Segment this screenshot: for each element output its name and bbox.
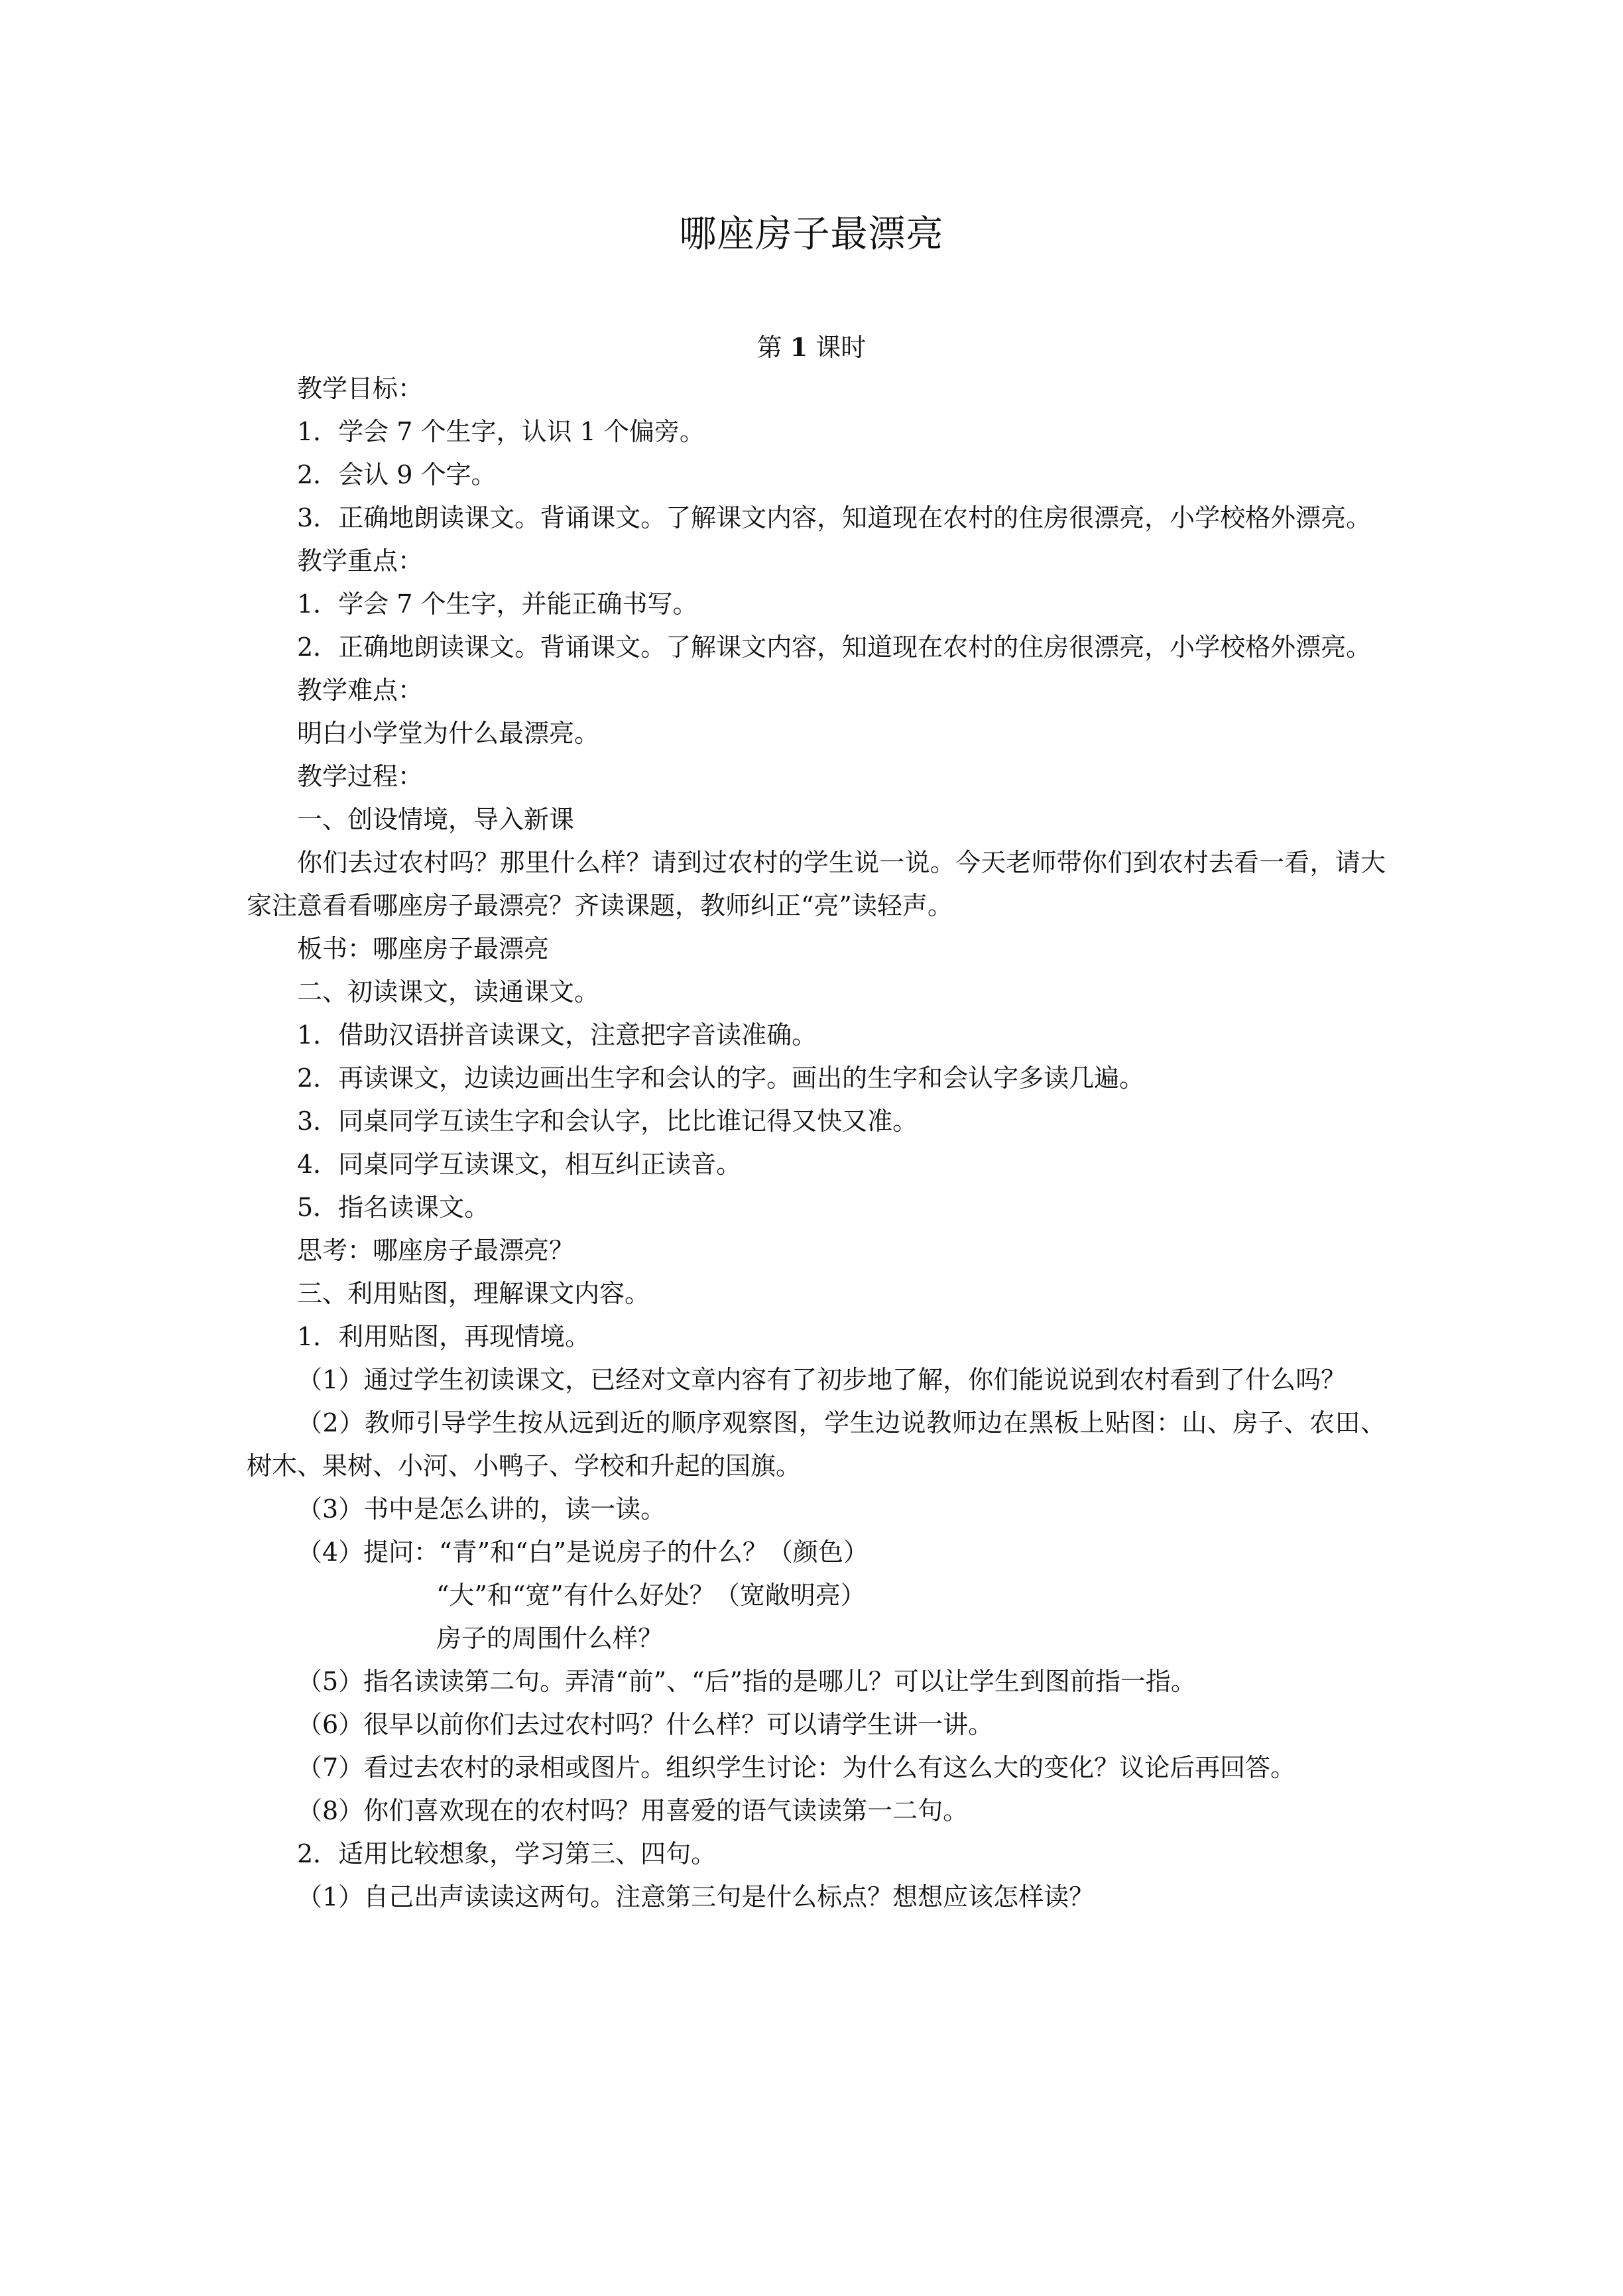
section-heading-objectives: 教学目标： xyxy=(297,374,424,403)
paragraph: （3）书中是怎么讲的，读一读。 xyxy=(297,1494,666,1524)
paragraph: （2）教师引导学生按从远到近的顺序观察图，学生边说教师边在黑板上贴图：山、房子、农田、树木、果树、小河、小鸭子、学校和升起的国旗。 xyxy=(247,1408,1386,1480)
paragraph: 4．同桌同学互读课文，相互纠正读音。 xyxy=(297,1150,742,1179)
paragraph: 二、初读课文，读通课文。 xyxy=(297,977,600,1006)
lesson-suffix: 课时 xyxy=(808,333,867,362)
paragraph: （8）你们喜欢现在的农村吗？用喜爱的语气读读第一二句。 xyxy=(297,1796,969,1825)
section-heading-key-points: 教学重点： xyxy=(297,546,424,575)
paragraph: 房子的周围什么样？ xyxy=(436,1624,664,1653)
section-heading-difficulties: 教学难点： xyxy=(297,676,424,705)
paragraph: （1）自己出声读读这两句。注意第三句是什么标点？想想应该怎样读？ xyxy=(297,1882,1095,1911)
paragraph: 思考：哪座房子最漂亮？ xyxy=(297,1236,575,1265)
paragraph: 1．学会 7 个生字，并能正确书写。 xyxy=(297,589,698,619)
section-heading-process: 教学过程： xyxy=(297,762,424,791)
lesson-number: 1 xyxy=(790,332,808,362)
paragraph: 1．学会 7 个生字，认识 1 个偏旁。 xyxy=(297,417,705,446)
lesson-heading xyxy=(0,329,1623,366)
paragraph: 2．正确地朗读课文。背诵课文。了解课文内容，知道现在农村的住房很漂亮，小学校格外漂亮。 xyxy=(297,633,1372,662)
paragraph: 2．会认 9 个字。 xyxy=(297,460,497,489)
paragraph: 三、利用贴图，理解课文内容。 xyxy=(297,1279,650,1308)
paragraph: 你们去过农村吗？那里什么样？请到过农村的学生说一说。今天老师带你们到农村去看一看，请大家注意看看哪座房子最漂亮？齐读课题，教师纠正“亮”读轻声。 xyxy=(247,848,1386,920)
paragraph: 2．适用比较想象，学习第三、四句。 xyxy=(297,1839,717,1868)
paragraph: “大”和“宽”有什么好处？（宽敞明亮） xyxy=(436,1581,866,1610)
paragraph: 明白小学堂为什么最漂亮。 xyxy=(297,719,600,748)
paragraph: 3．同桌同学互读生字和会认字，比比谁记得又快又准。 xyxy=(297,1107,918,1136)
paragraph: 一、创设情境，导入新课 xyxy=(297,805,575,834)
paragraph: （4）提问：“青”和“白”是说房子的什么？（颜色） xyxy=(297,1538,869,1567)
lesson-prefix: 第 xyxy=(756,333,790,362)
paragraph: 板书：哪座房子最漂亮 xyxy=(297,934,550,963)
paragraph: 5．指名读课文。 xyxy=(297,1193,490,1222)
document-title: 哪座房子最漂亮 xyxy=(679,213,944,256)
paragraph: （5）指名读读第二句。弄清“前”、“后”指的是哪儿？可以让学生到图前指一指。 xyxy=(297,1667,1196,1696)
paragraph: （7）看过去农村的录相或图片。组织学生讨论：为什么有这么大的变化？议论后再回答。 xyxy=(297,1753,1296,1782)
paragraph: 1．利用贴图，再现情境。 xyxy=(297,1322,591,1351)
paragraph: （1）通过学生初读课文，已经对文章内容有了初步地了解，你们能说说到农村看到了什么吗？ xyxy=(297,1365,1347,1394)
document-body xyxy=(247,367,1386,1919)
paragraph: 3．正确地朗读课文。背诵课文。了解课文内容，知道现在农村的住房很漂亮，小学校格外漂亮。 xyxy=(297,503,1372,532)
paragraph: （6）很早以前你们去过农村吗？什么样？可以请学生讲一讲。 xyxy=(297,1710,994,1739)
paragraph: 1．借助汉语拼音读课文，注意把字音读准确。 xyxy=(297,1020,817,1050)
paragraph: 2．再读课文，边读边画出生字和会认的字。画出的生字和会认字多读几遍。 xyxy=(297,1063,1145,1093)
